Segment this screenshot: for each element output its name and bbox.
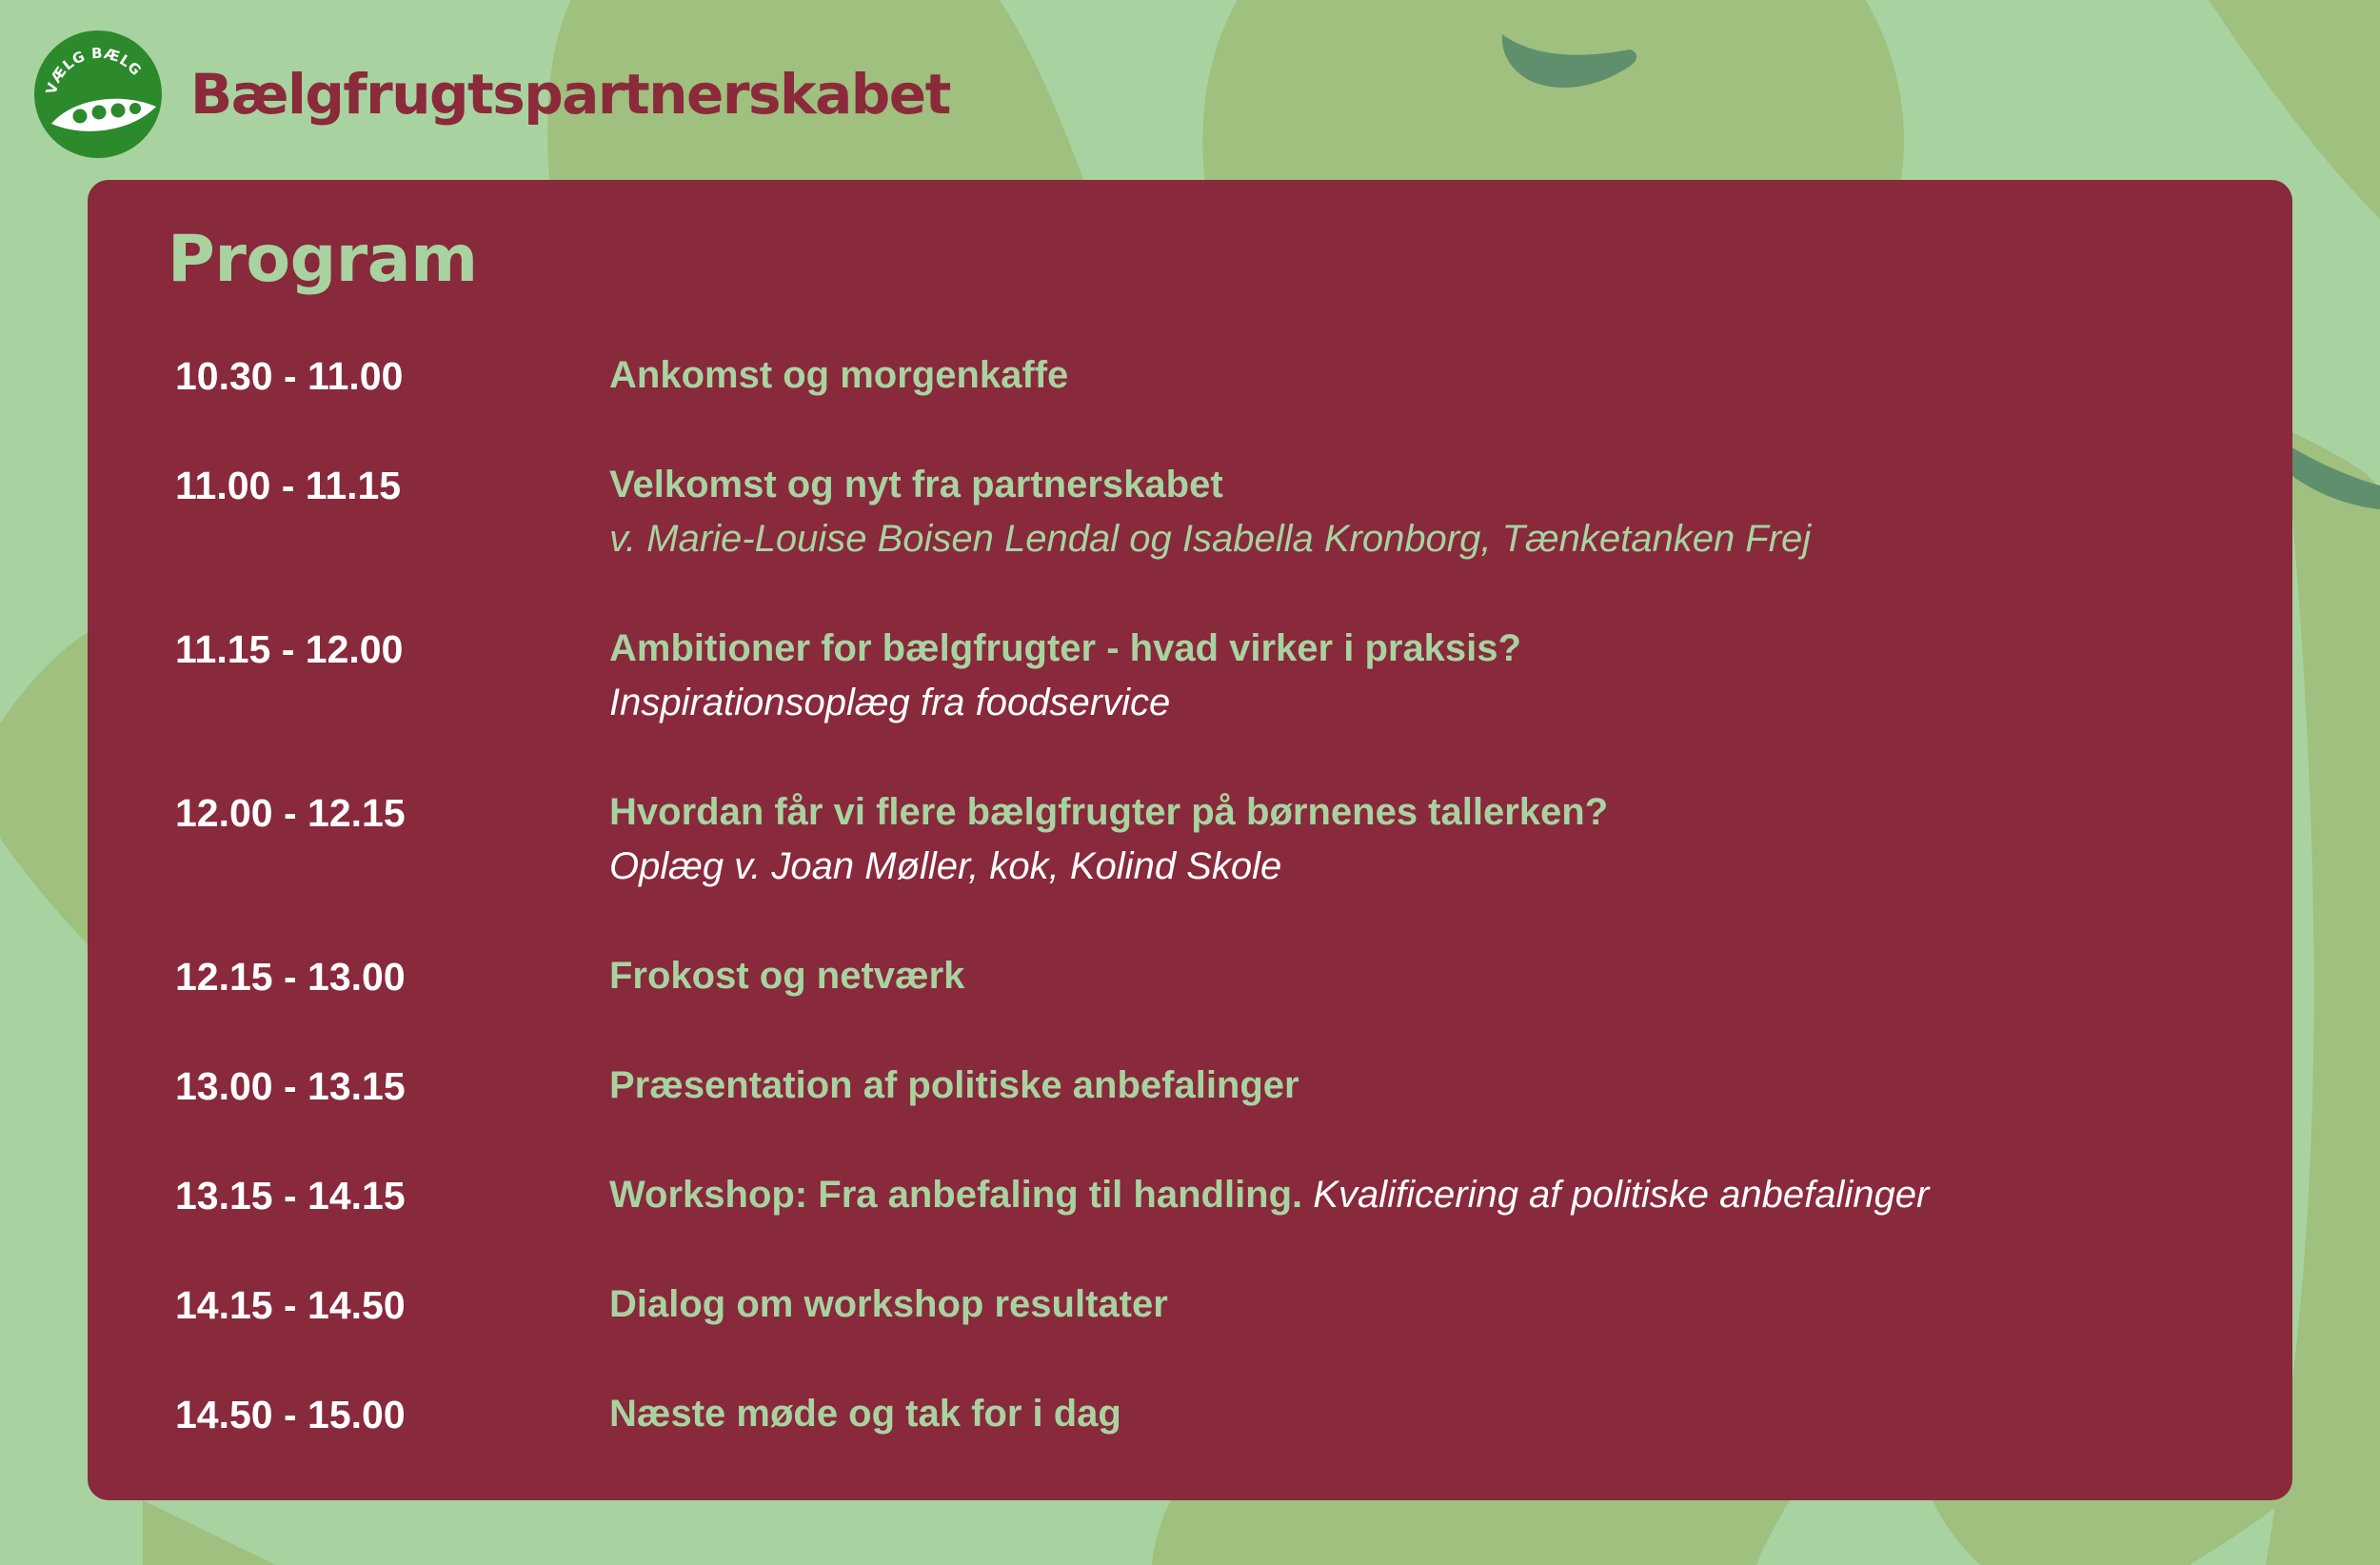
- program-item: [609, 1062, 1299, 1108]
- program-time: 12.00 - 12.15: [175, 791, 406, 835]
- program-item-title: [609, 1172, 1929, 1218]
- program-item-subtitle: Inspirationsoplæg fra foodservice: [609, 682, 1171, 723]
- program-item: [609, 789, 1608, 889]
- program-item: [609, 352, 1068, 398]
- program-item-title: Præsentation af politiske anbefalinger: [609, 1064, 1299, 1106]
- brand-name: Bælgfrugtspartnerskabet: [190, 62, 950, 127]
- bean-shape-left: [0, 628, 95, 952]
- program-item-speaker: v. Marie-Louise Boisen Lendal og Isabella Kronborg, Tænketanken Frej: [609, 518, 1812, 560]
- program-item-subtitle: Oplæg v. Joan Møller, kok, Kolind Skole: [609, 845, 1282, 887]
- bean-shape-top-center: [1202, 0, 1904, 209]
- program-item: [609, 953, 964, 999]
- program-item-title: Velkomst og nyt fra partnerskabet: [609, 464, 1223, 505]
- program-time: 10.30 - 11.00: [175, 354, 404, 398]
- program-time: 11.00 - 11.15: [175, 464, 402, 507]
- program-item-title: Hvordan får vi flere bælgfrugter på børnenes tallerken?: [609, 791, 1609, 833]
- program-panel: [88, 180, 2292, 1500]
- program-item: [609, 1172, 1929, 1218]
- vaelg-baelg-logo: [34, 30, 162, 158]
- svg-text:VÆLG BÆLG: VÆLG BÆLG: [42, 44, 146, 97]
- bean-shape-bottom-center: [1152, 1500, 1790, 1565]
- program-title: Program: [168, 222, 478, 297]
- program-time: 14.50 - 15.00: [175, 1393, 406, 1436]
- program-time: 13.15 - 14.15: [175, 1174, 406, 1218]
- bean-shape-bottom-right: [1933, 1500, 2285, 1565]
- program-time: 14.15 - 14.50: [175, 1283, 406, 1327]
- program-time: 11.15 - 12.00: [175, 627, 404, 671]
- program-item: [609, 625, 1521, 725]
- program-item-title: Frokost og netværk: [609, 955, 965, 997]
- program-item-title: Næste møde og tak for i dag: [609, 1393, 1121, 1435]
- program-item-title: Ambitioner for bælgfrugter - hvad virker i praksis?: [609, 627, 1521, 669]
- bean-shape-bottom-left: [143, 1500, 276, 1565]
- program-item-title: Ankomst og morgenkaffe: [609, 354, 1069, 396]
- program-item: [609, 1281, 1168, 1327]
- header: [34, 30, 950, 158]
- program-item-note: Kvalificering af politiske anbefalinger: [1313, 1174, 1930, 1216]
- program-item: [609, 1391, 1121, 1436]
- program-item: [609, 462, 1811, 562]
- program-item-title-text: Workshop: Fra anbefaling til handling.: [609, 1174, 1303, 1216]
- program-time: 12.15 - 13.00: [175, 955, 406, 999]
- program-item-title: Dialog om workshop resultater: [609, 1283, 1168, 1325]
- program-time: 13.00 - 13.15: [175, 1064, 406, 1108]
- pea-pod-icon: [34, 30, 162, 158]
